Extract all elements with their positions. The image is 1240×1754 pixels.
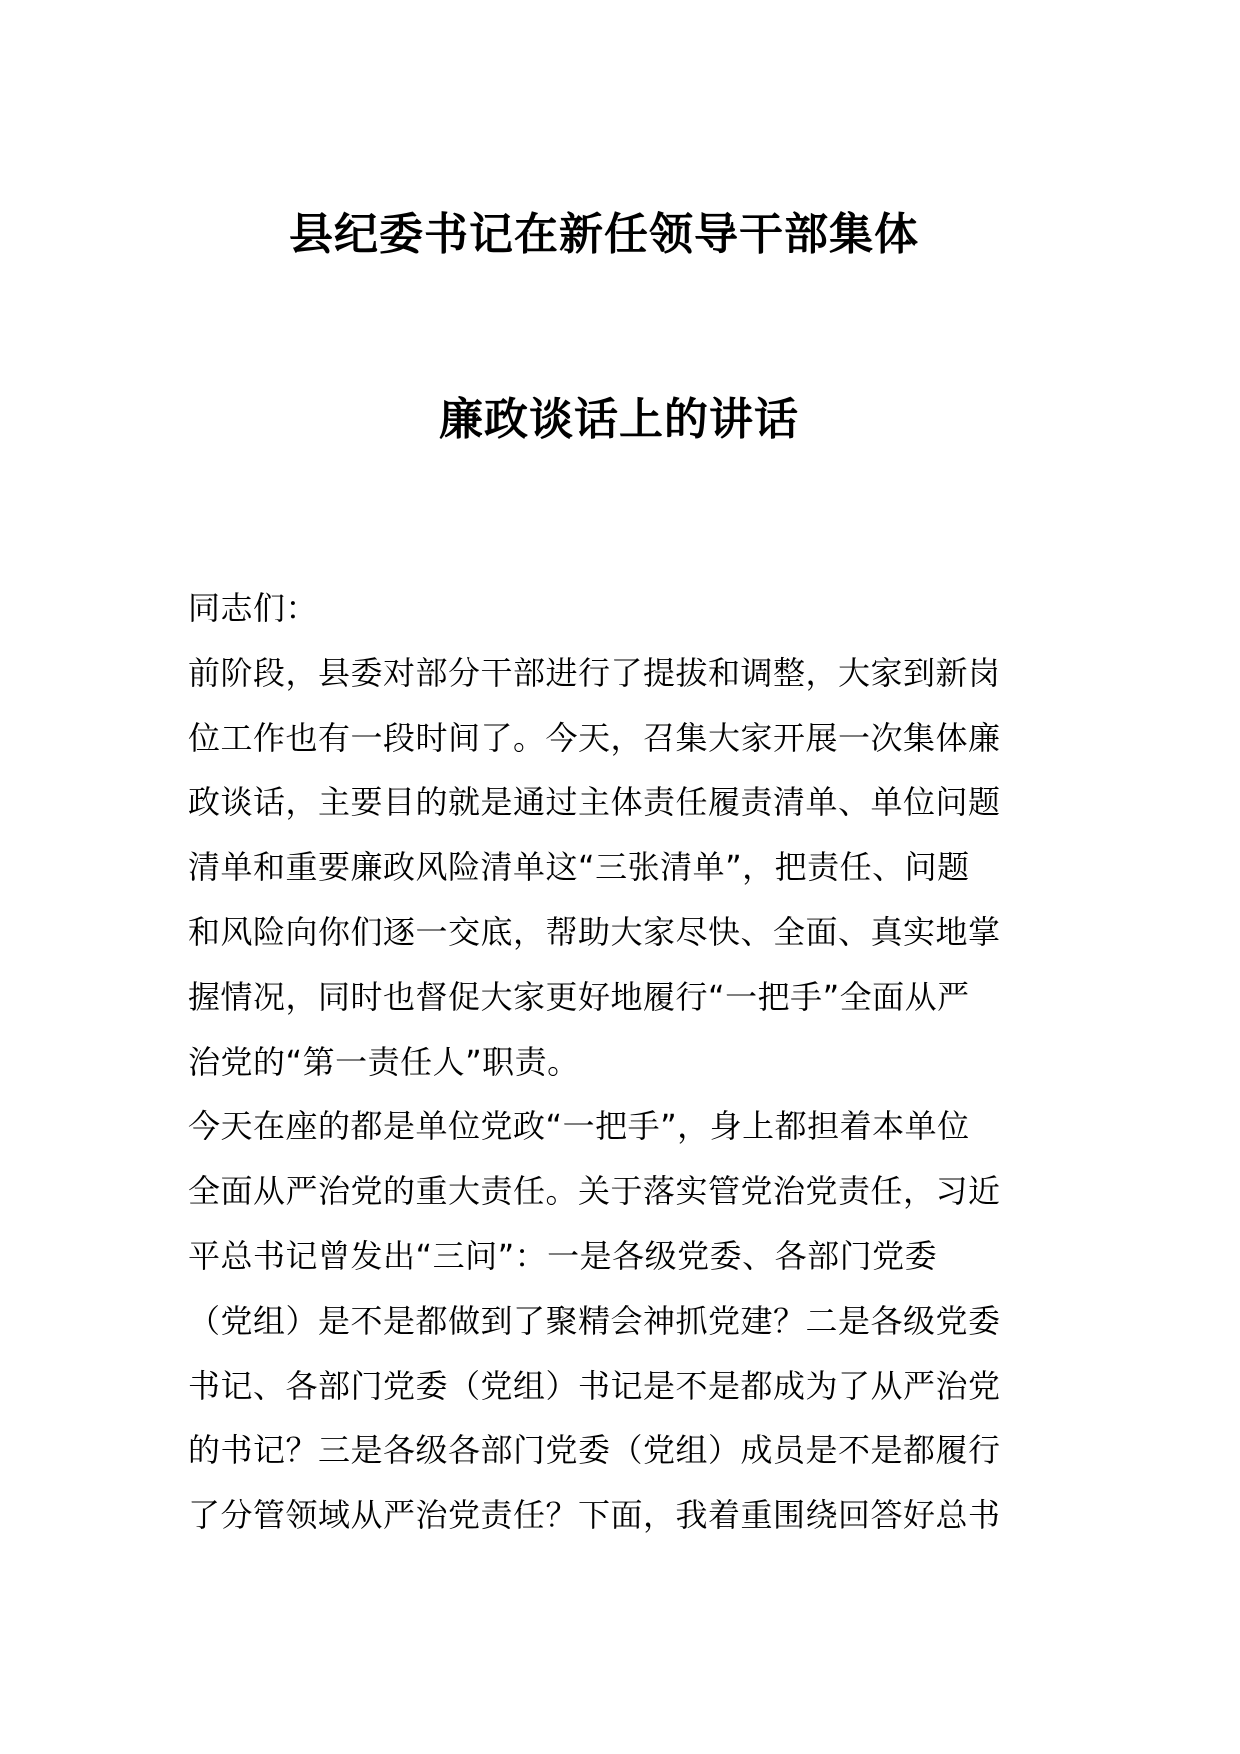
document-title-line-1: 县纪委书记在新任领导干部集体 bbox=[289, 209, 919, 260]
paragraph-1-line: 和风险向你们逐一交底，帮助大家尽快、全面、真实地掌 bbox=[188, 912, 1001, 951]
paragraph-2-line: 的书记？三是各级各部门党委（党组）成员是不是都履行 bbox=[188, 1431, 1001, 1470]
paragraph-1-line: 清单和重要廉政风险清单这“三张清单”，把责任、问题 bbox=[188, 848, 970, 887]
paragraph-2-line: （党组）是不是都做到了聚精会神抓党建？二是各级党委 bbox=[188, 1301, 1001, 1340]
document-title-line-2: 廉政谈话上的讲话 bbox=[439, 394, 799, 445]
paragraph-2-line: 书记、各部门党委（党组）书记是不是都成为了从严治党 bbox=[188, 1366, 1001, 1405]
paragraph-1-line: 治党的“第一责任人”职责。 bbox=[188, 1042, 580, 1081]
paragraph-2-line: 全面从严治党的重大责任。关于落实管党治党责任，习近 bbox=[188, 1172, 1001, 1211]
paragraph-2-line: 今天在座的都是单位党政“一把手”，身上都担着本单位 bbox=[188, 1107, 970, 1146]
paragraph-1-line: 前阶段，县委对部分干部进行了提拔和调整，大家到新岗 bbox=[188, 653, 1001, 692]
salutation: 同志们： bbox=[188, 589, 319, 627]
paragraph-2-line: 了分管领域从严治党责任？下面，我着重围绕回答好总书 bbox=[188, 1496, 1001, 1535]
document-body bbox=[188, 576, 1058, 1548]
paragraph-1-line: 握情况，同时也督促大家更好地履行“一把手”全面从严 bbox=[188, 977, 970, 1016]
paragraph-1-line: 位工作也有一段时间了。今天，召集大家开展一次集体廉 bbox=[188, 718, 1001, 757]
paragraph-2-line: 平总书记曾发出“三问”：一是各级党委、各部门党委 bbox=[188, 1236, 938, 1275]
paragraph-1-line: 政谈话，主要目的就是通过主体责任履责清单、单位问题 bbox=[188, 783, 1001, 822]
